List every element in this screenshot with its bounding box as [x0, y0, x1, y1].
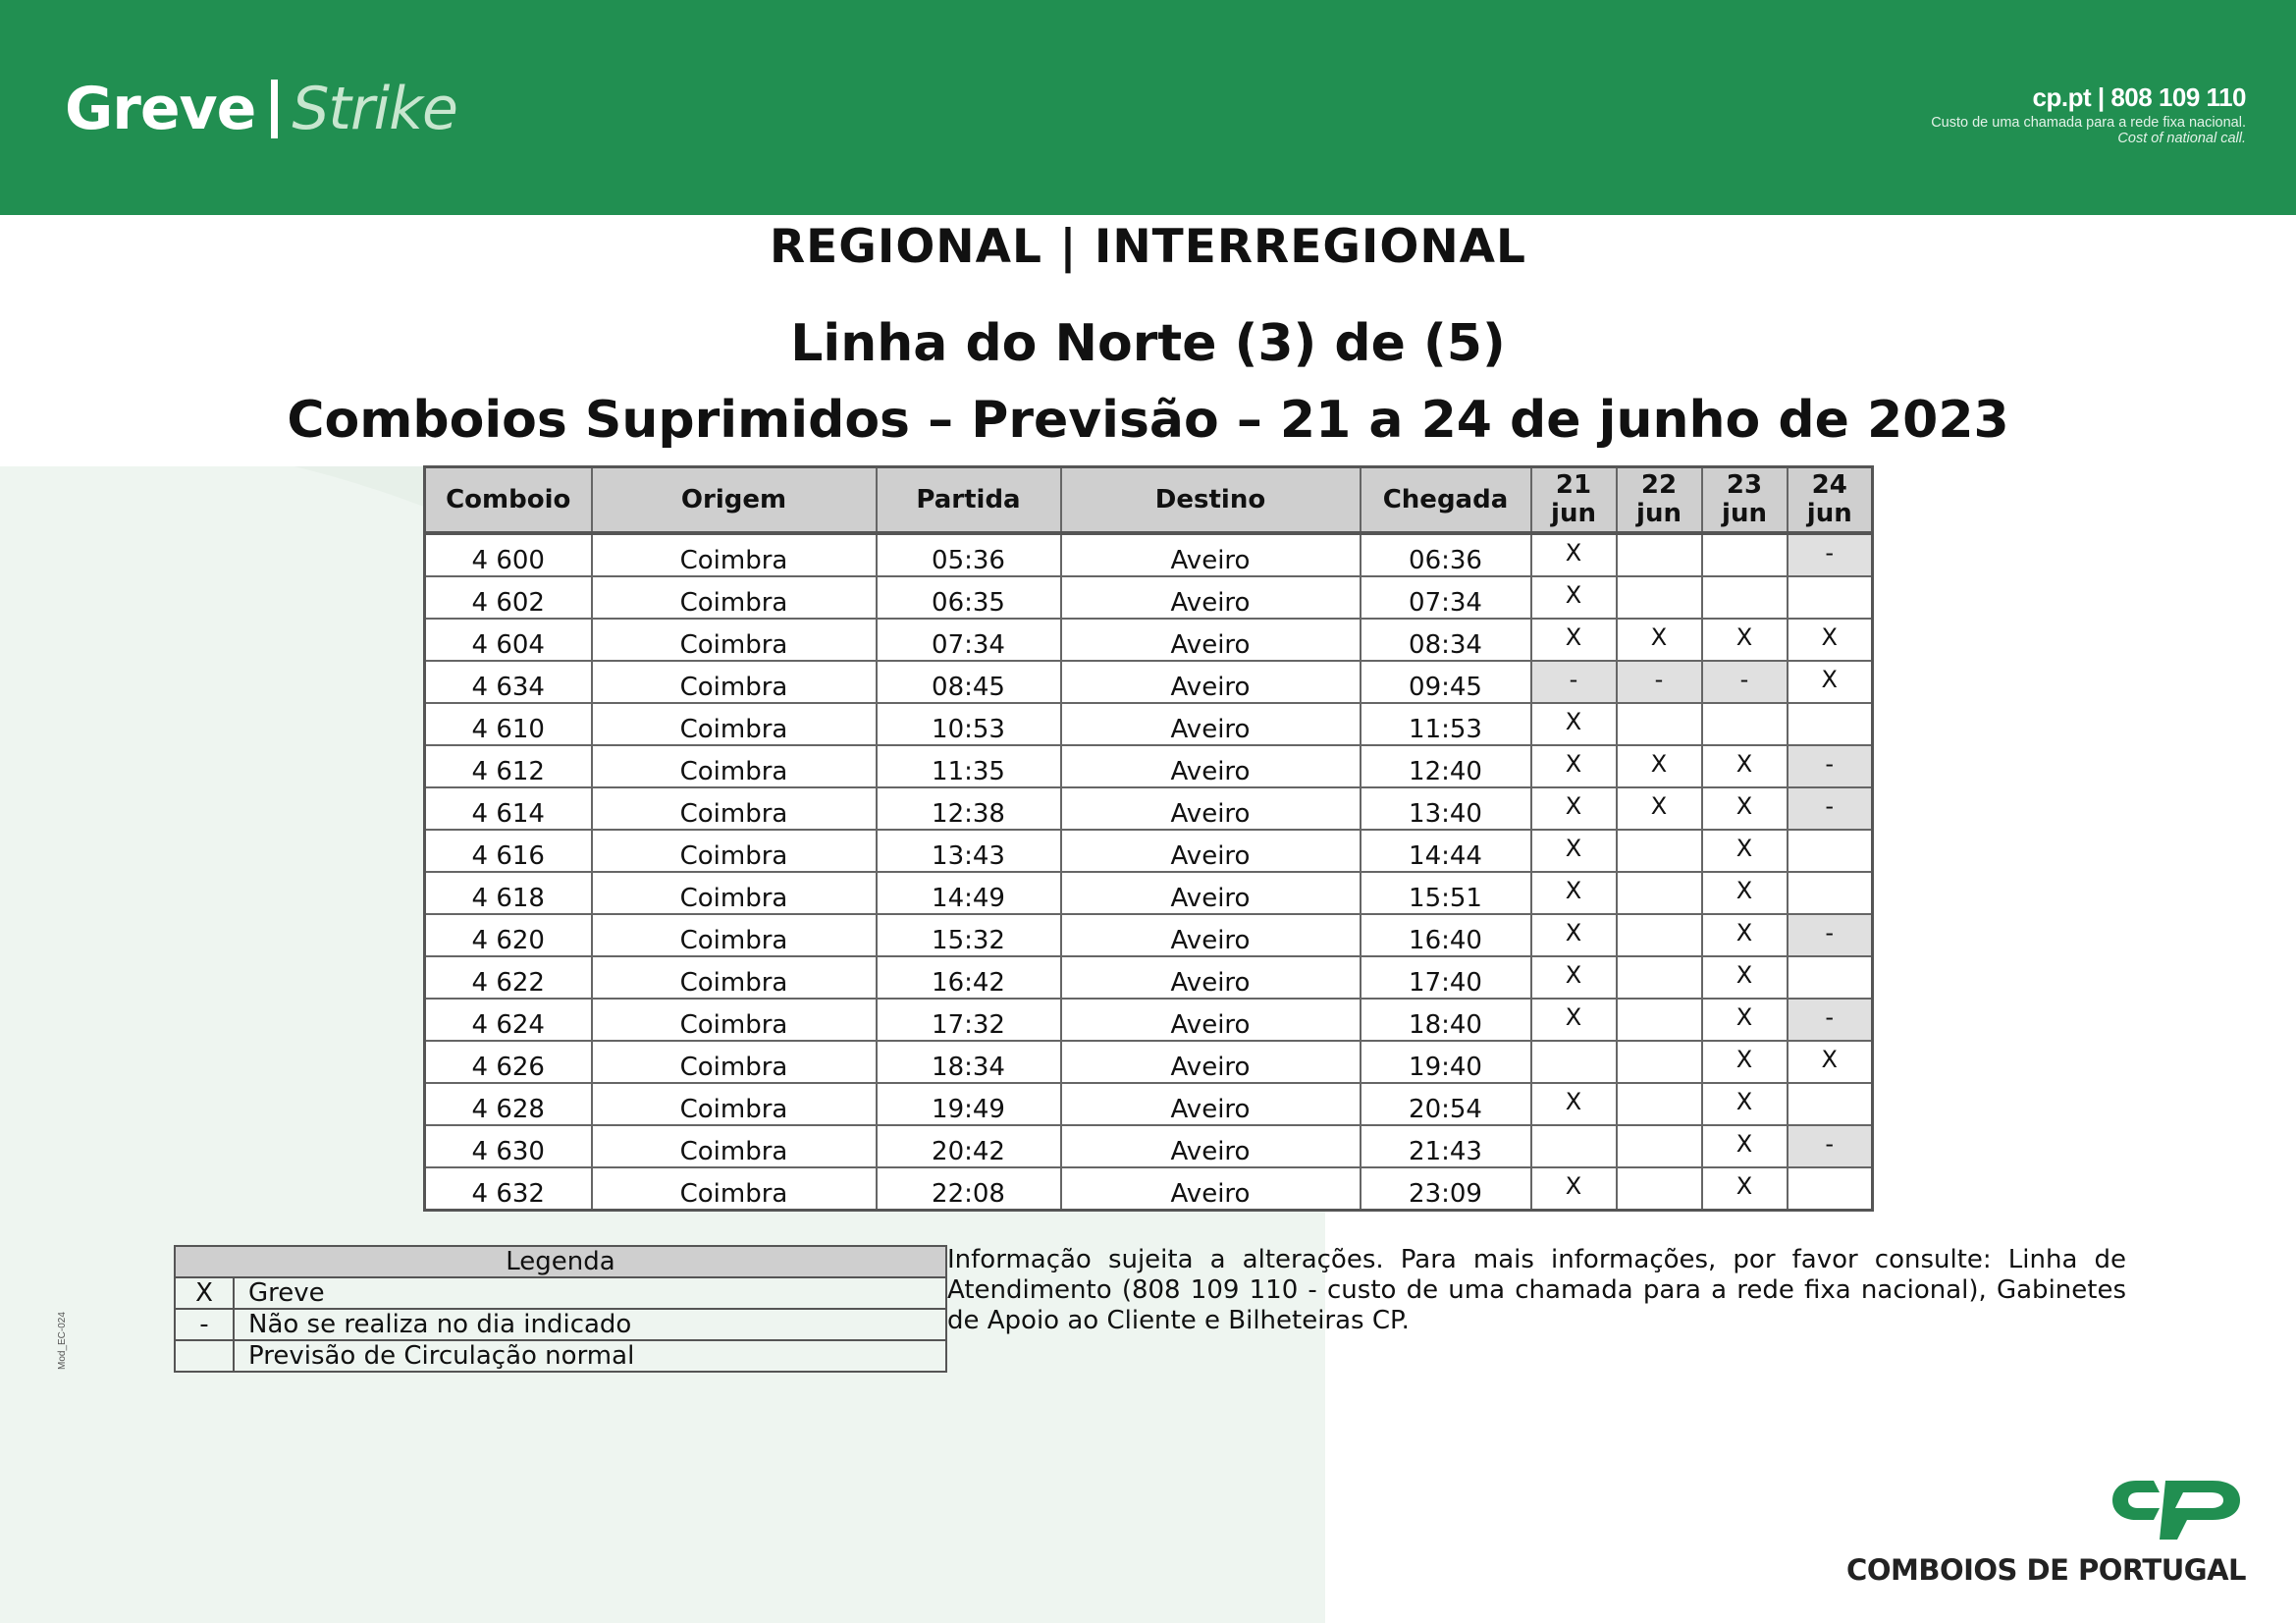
day-number: 24 — [1811, 470, 1847, 500]
cell-destination: Aveiro — [1061, 830, 1361, 872]
cell-departure: 15:32 — [877, 914, 1061, 956]
table-row — [425, 619, 1873, 661]
contact-info — [1931, 82, 2246, 146]
cell-train: 4 622 — [425, 956, 592, 999]
company-name: COMBOIOS DE PORTUGAL — [1846, 1553, 2246, 1587]
cell-day-status: X — [1531, 956, 1617, 999]
table-header-row — [425, 467, 1873, 534]
cell-day-status — [1788, 1083, 1873, 1125]
col-header-day-23 — [1702, 467, 1788, 534]
cell-destination: Aveiro — [1061, 745, 1361, 787]
cell-day-status: X — [1702, 1167, 1788, 1211]
model-reference: Mod_EC-024 — [57, 1312, 68, 1370]
cell-departure: 14:49 — [877, 872, 1061, 914]
cell-destination: Aveiro — [1061, 787, 1361, 830]
cell-train: 4 632 — [425, 1167, 592, 1211]
cell-arrival: 12:40 — [1361, 745, 1531, 787]
table-row — [425, 956, 1873, 999]
table-row — [425, 830, 1873, 872]
cell-departure: 12:38 — [877, 787, 1061, 830]
cell-origin: Coimbra — [592, 661, 877, 703]
brand-divider — [271, 80, 278, 138]
cell-day-status — [1617, 1041, 1702, 1083]
legend-symbol — [175, 1340, 234, 1372]
cell-arrival: 18:40 — [1361, 999, 1531, 1041]
cell-train: 4 604 — [425, 619, 592, 661]
cell-day-status: - — [1788, 1125, 1873, 1167]
cell-day-status: X — [1617, 745, 1702, 787]
brand-logo — [65, 75, 457, 143]
cell-destination: Aveiro — [1061, 1167, 1361, 1211]
brand-strike: Strike — [292, 75, 457, 143]
brand-greve: Greve — [65, 75, 256, 143]
cell-day-status: X — [1702, 830, 1788, 872]
cell-departure: 07:34 — [877, 619, 1061, 661]
cell-day-status: X — [1531, 787, 1617, 830]
cell-destination: Aveiro — [1061, 619, 1361, 661]
contact-cost-en: Cost of national call. — [2117, 131, 2246, 146]
cell-destination: Aveiro — [1061, 914, 1361, 956]
cell-departure: 16:42 — [877, 956, 1061, 999]
cell-day-status — [1788, 956, 1873, 999]
cell-day-status — [1702, 703, 1788, 745]
cell-day-status — [1617, 1167, 1702, 1211]
legend-symbol: X — [175, 1277, 234, 1309]
cell-day-status: X — [1531, 703, 1617, 745]
cell-train: 4 616 — [425, 830, 592, 872]
cell-day-status — [1788, 703, 1873, 745]
cell-day-status — [1617, 1125, 1702, 1167]
cell-departure: 08:45 — [877, 661, 1061, 703]
cell-origin: Coimbra — [592, 703, 877, 745]
cell-arrival: 17:40 — [1361, 956, 1531, 999]
cell-destination: Aveiro — [1061, 872, 1361, 914]
cell-day-status: X — [1702, 619, 1788, 661]
cell-destination: Aveiro — [1061, 956, 1361, 999]
cell-train: 4 634 — [425, 661, 592, 703]
day-number: 21 — [1555, 470, 1592, 500]
cell-day-status: X — [1788, 1041, 1873, 1083]
cell-day-status: X — [1702, 956, 1788, 999]
cell-origin: Coimbra — [592, 787, 877, 830]
cell-train: 4 626 — [425, 1041, 592, 1083]
cell-destination: Aveiro — [1061, 1041, 1361, 1083]
cell-day-status: X — [1531, 533, 1617, 576]
legend-row — [175, 1340, 946, 1372]
cell-origin: Coimbra — [592, 1167, 877, 1211]
cell-departure: 10:53 — [877, 703, 1061, 745]
cp-logo-icon — [2109, 1473, 2246, 1543]
contact-cost-pt: Custo de uma chamada para a rede fixa nacional. — [1931, 115, 2246, 131]
col-header-destination: Destino — [1061, 467, 1361, 534]
day-number: 22 — [1640, 470, 1678, 500]
cell-arrival: 07:34 — [1361, 576, 1531, 619]
info-notice: Informação sujeita a alterações. Para mais informações, por favor consulte: Linha de Atendimento (808 109 110 - custo de uma chamada para a rede fixa nacional), Gabinetes de Apoio ao Cliente e Bilheteiras CP. — [947, 1245, 2126, 1335]
cell-day-status: X — [1531, 1167, 1617, 1211]
cell-day-status — [1788, 872, 1873, 914]
table-row — [425, 914, 1873, 956]
cell-departure: 05:36 — [877, 533, 1061, 576]
cell-train: 4 630 — [425, 1125, 592, 1167]
cell-day-status: X — [1788, 619, 1873, 661]
legend-symbol: - — [175, 1309, 234, 1340]
legend-text: Greve — [234, 1277, 946, 1309]
cell-arrival: 11:53 — [1361, 703, 1531, 745]
cell-day-status — [1702, 576, 1788, 619]
cell-arrival: 23:09 — [1361, 1167, 1531, 1211]
cell-day-status: - — [1788, 914, 1873, 956]
cell-train: 4 620 — [425, 914, 592, 956]
cell-day-status: - — [1788, 787, 1873, 830]
cell-day-status: X — [1531, 914, 1617, 956]
table-row — [425, 661, 1873, 703]
table-row — [425, 576, 1873, 619]
cell-departure: 17:32 — [877, 999, 1061, 1041]
cell-departure: 11:35 — [877, 745, 1061, 787]
cell-day-status — [1617, 830, 1702, 872]
day-month: jun — [1806, 499, 1852, 528]
table-row — [425, 1083, 1873, 1125]
cell-day-status: X — [1617, 619, 1702, 661]
cell-day-status: - — [1788, 533, 1873, 576]
day-month: jun — [1636, 499, 1682, 528]
legend-title: Legenda — [175, 1246, 946, 1277]
cell-day-status — [1617, 914, 1702, 956]
cell-day-status — [1788, 1167, 1873, 1211]
cell-departure: 22:08 — [877, 1167, 1061, 1211]
col-header-day-24 — [1788, 467, 1873, 534]
legend-table — [174, 1245, 947, 1373]
cell-train: 4 610 — [425, 703, 592, 745]
col-header-arrival: Chegada — [1361, 467, 1531, 534]
cell-train: 4 628 — [425, 1083, 592, 1125]
cell-origin: Coimbra — [592, 1041, 877, 1083]
cell-arrival: 08:34 — [1361, 619, 1531, 661]
day-month: jun — [1722, 499, 1767, 528]
cell-origin: Coimbra — [592, 1125, 877, 1167]
cell-departure: 19:49 — [877, 1083, 1061, 1125]
cell-day-status — [1531, 1041, 1617, 1083]
table-row — [425, 745, 1873, 787]
suppressed-trains-table — [423, 465, 1874, 1212]
table-row — [425, 533, 1873, 576]
table-body — [425, 533, 1873, 1211]
col-header-day-22 — [1617, 467, 1702, 534]
cell-day-status: X — [1702, 1041, 1788, 1083]
cell-arrival: 20:54 — [1361, 1083, 1531, 1125]
cell-destination: Aveiro — [1061, 533, 1361, 576]
col-header-train: Comboio — [425, 467, 592, 534]
cell-origin: Coimbra — [592, 872, 877, 914]
cell-day-status: X — [1531, 619, 1617, 661]
cell-day-status — [1617, 956, 1702, 999]
cell-day-status — [1617, 533, 1702, 576]
cell-day-status: - — [1788, 999, 1873, 1041]
table-row — [425, 999, 1873, 1041]
cell-day-status: X — [1702, 787, 1788, 830]
cell-arrival: 21:43 — [1361, 1125, 1531, 1167]
cell-day-status: X — [1531, 999, 1617, 1041]
cell-day-status — [1788, 830, 1873, 872]
cell-day-status: X — [1617, 787, 1702, 830]
cell-day-status: - — [1617, 661, 1702, 703]
cell-destination: Aveiro — [1061, 1125, 1361, 1167]
cell-arrival: 09:45 — [1361, 661, 1531, 703]
table-row — [425, 1125, 1873, 1167]
header-banner — [0, 0, 2296, 215]
table-row — [425, 1041, 1873, 1083]
cell-origin: Coimbra — [592, 619, 877, 661]
cell-departure: 18:34 — [877, 1041, 1061, 1083]
cell-destination: Aveiro — [1061, 703, 1361, 745]
cell-arrival: 19:40 — [1361, 1041, 1531, 1083]
cell-train: 4 600 — [425, 533, 592, 576]
cell-day-status — [1617, 872, 1702, 914]
legend-text: Não se realiza no dia indicado — [234, 1309, 946, 1340]
cell-day-status: X — [1531, 1083, 1617, 1125]
cell-day-status: - — [1531, 661, 1617, 703]
cell-origin: Coimbra — [592, 576, 877, 619]
category-title: REGIONAL | INTERREGIONAL — [769, 220, 1527, 274]
table-row — [425, 872, 1873, 914]
cell-day-status — [1617, 703, 1702, 745]
cell-arrival: 15:51 — [1361, 872, 1531, 914]
col-header-departure: Partida — [877, 467, 1061, 534]
cell-day-status — [1531, 1125, 1617, 1167]
cell-origin: Coimbra — [592, 745, 877, 787]
cell-departure: 20:42 — [877, 1125, 1061, 1167]
cell-day-status: X — [1531, 872, 1617, 914]
legend-row — [175, 1277, 946, 1309]
cell-day-status: X — [1531, 576, 1617, 619]
cell-day-status — [1702, 533, 1788, 576]
page-subtitle: Comboios Suprimidos – Previsão – 21 a 24 de junho de 2023 — [287, 391, 2009, 450]
cell-train: 4 614 — [425, 787, 592, 830]
cell-destination: Aveiro — [1061, 999, 1361, 1041]
legend-text: Previsão de Circulação normal — [234, 1340, 946, 1372]
col-header-day-21 — [1531, 467, 1617, 534]
cell-arrival: 14:44 — [1361, 830, 1531, 872]
cell-day-status: X — [1702, 745, 1788, 787]
cell-day-status — [1617, 999, 1702, 1041]
day-number: 23 — [1726, 470, 1763, 500]
cell-day-status: X — [1702, 872, 1788, 914]
table-row — [425, 787, 1873, 830]
legend-row — [175, 1309, 946, 1340]
cell-day-status: X — [1702, 999, 1788, 1041]
cell-destination: Aveiro — [1061, 1083, 1361, 1125]
cell-day-status: X — [1531, 830, 1617, 872]
cell-train: 4 602 — [425, 576, 592, 619]
cell-day-status: - — [1702, 661, 1788, 703]
cell-day-status: X — [1531, 745, 1617, 787]
cell-day-status: X — [1702, 1083, 1788, 1125]
cell-origin: Coimbra — [592, 830, 877, 872]
cell-train: 4 612 — [425, 745, 592, 787]
cell-train: 4 624 — [425, 999, 592, 1041]
cell-day-status: - — [1788, 745, 1873, 787]
cell-train: 4 618 — [425, 872, 592, 914]
cell-origin: Coimbra — [592, 956, 877, 999]
cell-origin: Coimbra — [592, 533, 877, 576]
cell-destination: Aveiro — [1061, 661, 1361, 703]
col-header-origin: Origem — [592, 467, 877, 534]
day-month: jun — [1551, 499, 1596, 528]
cell-day-status — [1617, 1083, 1702, 1125]
contact-phone[interactable]: cp.pt | 808 109 110 — [2032, 82, 2246, 112]
cell-arrival: 16:40 — [1361, 914, 1531, 956]
line-title: Linha do Norte (3) de (5) — [790, 314, 1506, 373]
cell-arrival: 13:40 — [1361, 787, 1531, 830]
cell-departure: 13:43 — [877, 830, 1061, 872]
cell-departure: 06:35 — [877, 576, 1061, 619]
cell-day-status — [1617, 576, 1702, 619]
cell-origin: Coimbra — [592, 1083, 877, 1125]
cell-arrival: 06:36 — [1361, 533, 1531, 576]
table-row — [425, 1167, 1873, 1211]
cell-origin: Coimbra — [592, 999, 877, 1041]
cell-origin: Coimbra — [592, 914, 877, 956]
cell-day-status: X — [1702, 914, 1788, 956]
cell-day-status: X — [1702, 1125, 1788, 1167]
table-row — [425, 703, 1873, 745]
cell-day-status: X — [1788, 661, 1873, 703]
cell-day-status — [1788, 576, 1873, 619]
cell-destination: Aveiro — [1061, 576, 1361, 619]
